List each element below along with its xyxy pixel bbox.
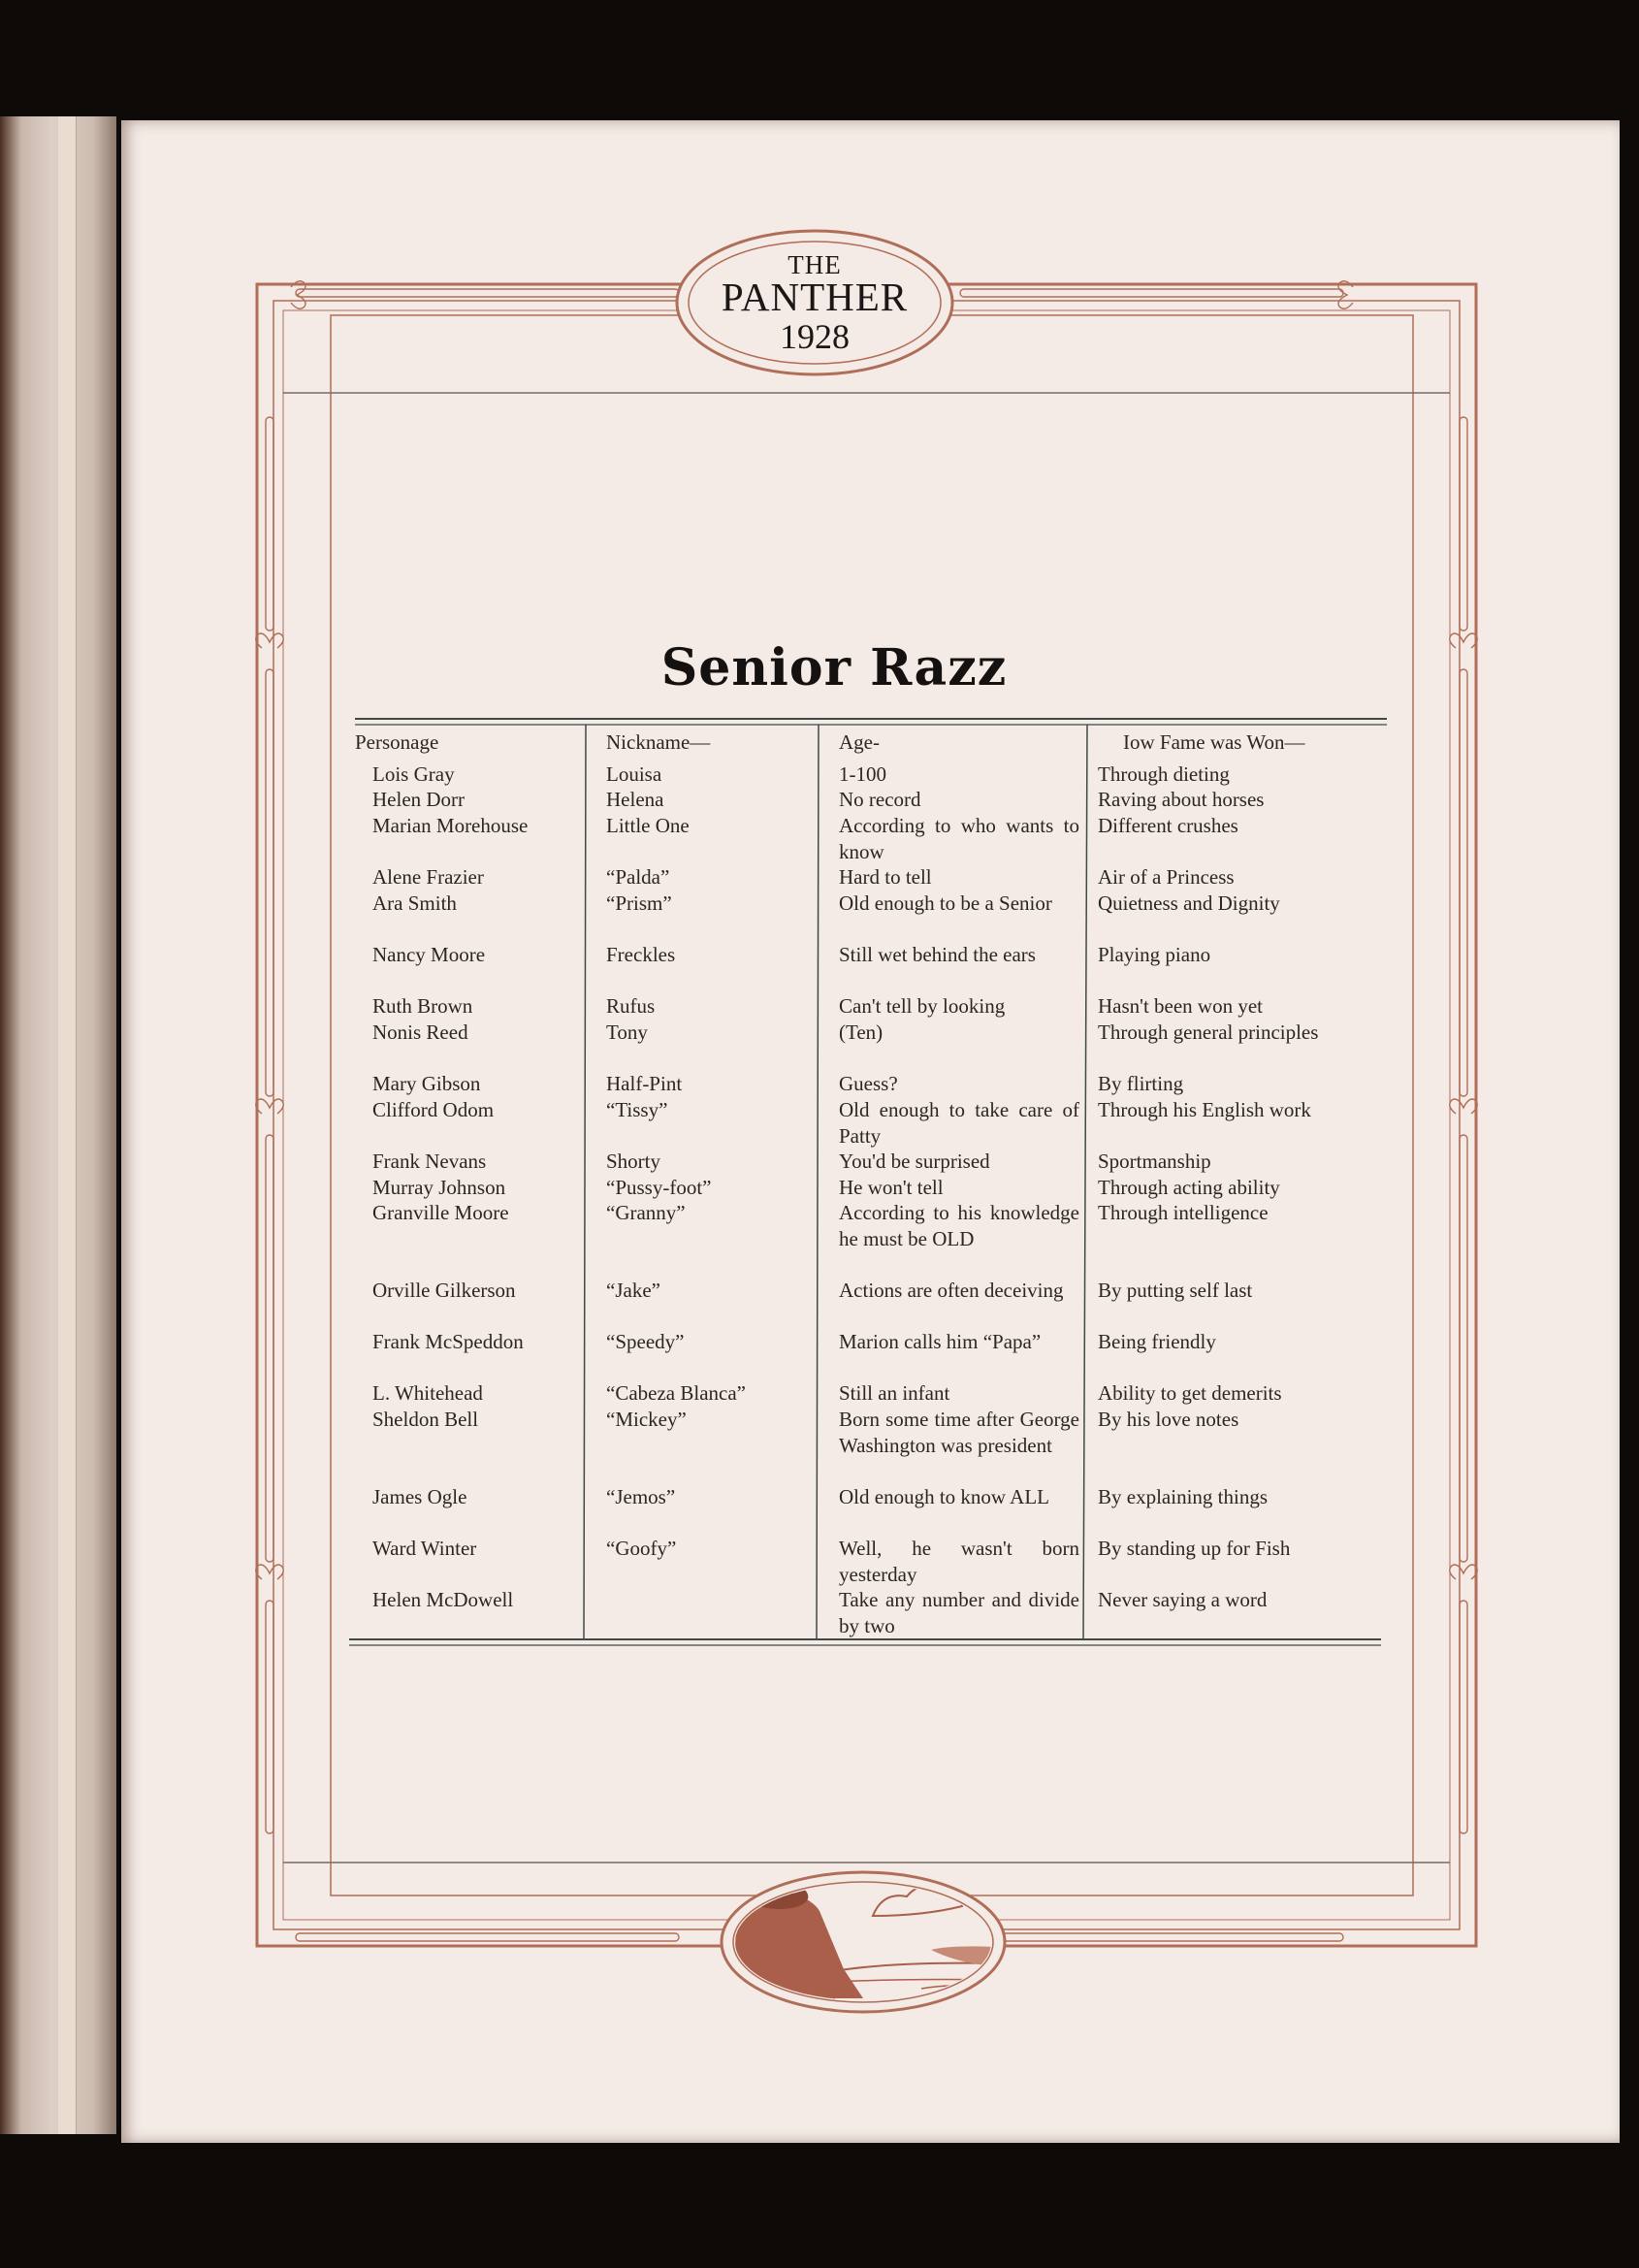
- cell-age: Born some time after George Washington was president: [839, 1408, 1079, 1457]
- cell-nickname: “Cabeza Blanca”: [606, 1381, 746, 1405]
- cell-nickname: “Jemos”: [606, 1485, 676, 1508]
- cell-personage: Helen McDowell: [372, 1588, 514, 1611]
- cell-nickname: Tony: [606, 1021, 648, 1044]
- column-header-personage: Personage: [355, 730, 439, 754]
- cell-fame: By standing up for Fish: [1098, 1537, 1291, 1560]
- cell-age: According to his knowledge he must be OLD: [839, 1201, 1079, 1250]
- cell-age: Marion calls him “Papa”: [839, 1330, 1042, 1353]
- cell-age: You'd be surprised: [839, 1150, 990, 1173]
- cell-personage: Marian Morehouse: [372, 814, 529, 837]
- cell-nickname: “Prism”: [606, 891, 672, 915]
- cell-age: Hard to tell: [839, 865, 932, 889]
- cell-age: Old enough to know ALL: [839, 1485, 1049, 1508]
- cell-age: Still an infant: [839, 1381, 950, 1405]
- cell-age: Guess?: [839, 1072, 898, 1095]
- cell-personage: Mary Gibson: [372, 1072, 481, 1095]
- cell-nickname: “Granny”: [606, 1201, 686, 1224]
- cell-age: 1-100: [839, 762, 886, 786]
- column-header-fame: Iow Fame was Won—: [1123, 730, 1305, 754]
- cell-personage: Nonis Reed: [372, 1021, 468, 1044]
- cell-fame: By putting self last: [1098, 1279, 1253, 1302]
- cell-age: Still wet behind the ears: [839, 943, 1036, 966]
- cell-personage: Ward Winter: [372, 1537, 477, 1560]
- cell-nickname: “Mickey”: [606, 1408, 687, 1431]
- cell-personage: Nancy Moore: [372, 943, 486, 966]
- cell-nickname: “Goofy”: [606, 1537, 677, 1560]
- cell-fame: By his love notes: [1098, 1408, 1239, 1431]
- cell-fame: Through general principles: [1098, 1021, 1319, 1044]
- cell-personage: Ara Smith: [372, 891, 457, 915]
- cell-fame: By flirting: [1098, 1072, 1184, 1095]
- cell-age: According to who wants to know: [839, 814, 1079, 863]
- cell-personage: Helen Dorr: [372, 788, 466, 811]
- cell-age: (Ten): [839, 1021, 884, 1044]
- cell-personage: Frank Nevans: [372, 1150, 487, 1173]
- cell-fame: Playing piano: [1098, 943, 1211, 966]
- cell-age: Well, he wasn't born yesterday: [839, 1537, 1079, 1586]
- cell-fame: Raving about horses: [1098, 788, 1265, 811]
- cell-age: Old enough to take care of Patty: [839, 1098, 1079, 1148]
- cell-nickname: Helena: [606, 788, 664, 811]
- cell-age: Can't tell by looking: [839, 994, 1006, 1018]
- masthead-panther: PANTHER: [721, 275, 909, 319]
- cell-fame: Through his English work: [1098, 1098, 1311, 1121]
- cell-fame: Through intelligence: [1098, 1201, 1269, 1224]
- cell-personage: L. Whitehead: [372, 1381, 483, 1405]
- cell-personage: James Ogle: [372, 1485, 467, 1508]
- cell-fame: Quietness and Dignity: [1098, 891, 1280, 915]
- cell-fame: Never saying a word: [1098, 1588, 1268, 1611]
- cell-age: No record: [839, 788, 921, 811]
- column-header-age: Age-: [839, 730, 880, 754]
- cell-age: Old enough to be a Senior: [839, 891, 1052, 915]
- cell-nickname: “Tissy”: [606, 1098, 668, 1121]
- cell-nickname: Half-Pint: [606, 1072, 683, 1095]
- cell-age: Take any number and divide by two: [839, 1588, 1079, 1637]
- cell-nickname: “Palda”: [606, 865, 670, 889]
- column-header-nickname: Nickname—: [606, 730, 711, 754]
- cell-nickname: “Pussy-foot”: [606, 1176, 712, 1199]
- cell-personage: Lois Gray: [372, 762, 455, 786]
- masthead-year: 1928: [780, 317, 850, 356]
- cell-fame: Being friendly: [1098, 1330, 1216, 1353]
- cell-personage: Sheldon Bell: [372, 1408, 479, 1431]
- cell-age: Actions are often deceiving: [839, 1279, 1064, 1302]
- cell-nickname: “Speedy”: [606, 1330, 685, 1353]
- cell-age: He won't tell: [839, 1176, 944, 1199]
- cell-fame: Different crushes: [1098, 814, 1238, 837]
- cell-personage: Frank McSpeddon: [372, 1330, 524, 1353]
- cell-fame: By explaining things: [1098, 1485, 1268, 1508]
- cell-personage: Clifford Odom: [372, 1098, 495, 1121]
- cell-nickname: Louisa: [606, 762, 662, 786]
- cell-personage: Orville Gilkerson: [372, 1279, 516, 1302]
- cell-personage: Murray Johnson: [372, 1176, 506, 1199]
- cell-personage: Granville Moore: [372, 1201, 509, 1224]
- cell-fame: Ability to get demerits: [1098, 1381, 1282, 1405]
- cell-nickname: Little One: [606, 814, 690, 837]
- cell-fame: Air of a Princess: [1098, 865, 1235, 889]
- cell-fame: Through acting ability: [1098, 1176, 1280, 1199]
- cell-nickname: Rufus: [606, 994, 656, 1018]
- cell-nickname: Shorty: [606, 1150, 661, 1173]
- cell-fame: Sportmanship: [1098, 1150, 1211, 1173]
- cell-personage: Ruth Brown: [372, 994, 473, 1018]
- page-title: Senior Razz: [660, 638, 1008, 697]
- cell-nickname: “Jake”: [606, 1279, 660, 1302]
- cell-fame: Hasn't been won yet: [1098, 994, 1263, 1018]
- cell-fame: Through dieting: [1098, 762, 1230, 786]
- cell-nickname: Freckles: [606, 943, 676, 966]
- masthead-the: THE: [787, 250, 842, 279]
- cell-personage: Alene Frazier: [372, 865, 484, 889]
